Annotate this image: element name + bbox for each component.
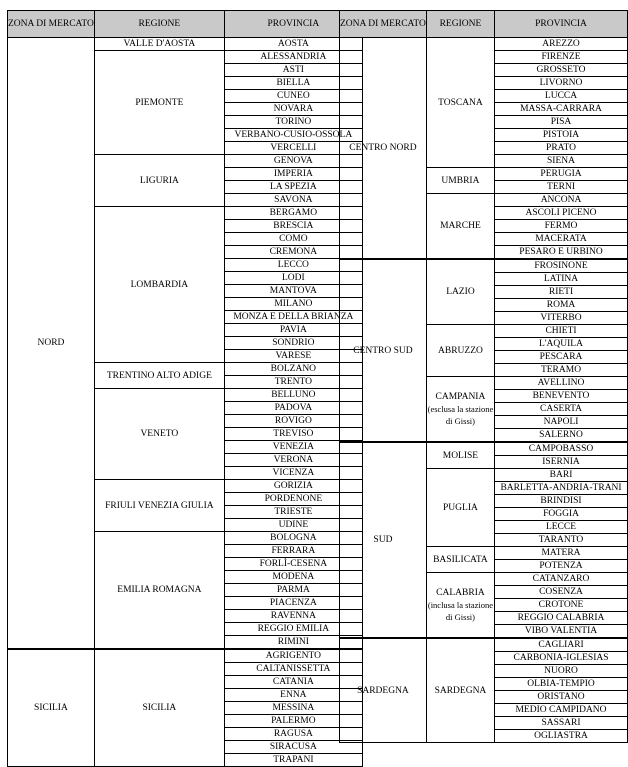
province-cell: GENOVA xyxy=(224,155,362,168)
left-market-table xyxy=(7,10,363,767)
zone-cell: SICILIA xyxy=(8,649,95,767)
region-name: VENETO xyxy=(140,429,179,439)
province-cell: PERUGIA xyxy=(495,168,628,181)
table-row xyxy=(340,638,628,652)
province-cell: MODENA xyxy=(224,571,362,584)
province-cell: PALERMO xyxy=(224,715,362,728)
province-cell: AVELLINO xyxy=(495,377,628,390)
province-cell: SAVONA xyxy=(224,194,362,207)
table-row xyxy=(8,649,363,663)
province-cell: VERCELLI xyxy=(224,142,362,155)
region-cell xyxy=(426,259,494,325)
header-regione: REGIONE xyxy=(94,11,224,38)
province-cell: ROVIGO xyxy=(224,415,362,428)
header-zona: ZONA DI MERCATO xyxy=(8,11,95,38)
province-cell: FOGGIA xyxy=(495,508,628,521)
province-cell: OGLIASTRA xyxy=(495,730,628,743)
region-cell xyxy=(426,638,494,743)
region-name: VALLE D'AOSTA xyxy=(123,39,196,49)
province-cell: TRIESTE xyxy=(224,506,362,519)
province-cell: CARBONIA-IGLESIAS xyxy=(495,652,628,665)
header-provincia: PROVINCIA xyxy=(495,11,628,38)
region-name: CALABRIA xyxy=(436,588,485,598)
table-row xyxy=(8,38,363,51)
province-cell: PESARO E URBINO xyxy=(495,246,628,260)
header-regione: REGIONE xyxy=(426,11,494,38)
province-cell: TREVISO xyxy=(224,428,362,441)
region-name: PUGLIA xyxy=(443,502,478,513)
province-cell: FROSINONE xyxy=(495,259,628,273)
province-cell: MANTOVA xyxy=(224,285,362,298)
province-cell: LECCE xyxy=(495,521,628,534)
region-cell xyxy=(94,649,224,767)
region-cell xyxy=(426,38,494,168)
province-cell: VERONA xyxy=(224,454,362,467)
region-cell xyxy=(426,168,494,194)
right-market-table xyxy=(339,10,628,743)
province-cell: TERNI xyxy=(495,181,628,194)
province-cell: BRESCIA xyxy=(224,220,362,233)
province-cell: VENEZIA xyxy=(224,441,362,454)
region-cell xyxy=(426,325,494,377)
province-cell: NOVARA xyxy=(224,103,362,116)
province-cell: CAMPOBASSO xyxy=(495,442,628,456)
table-row xyxy=(340,442,628,456)
province-cell: BIELLA xyxy=(224,77,362,90)
province-cell: MASSA-CARRARA xyxy=(495,103,628,116)
region-name: MOLISE xyxy=(442,450,479,461)
province-cell: TRENTO xyxy=(224,376,362,389)
region-cell xyxy=(426,194,494,260)
province-cell: LECCO xyxy=(224,259,362,272)
table-row xyxy=(340,259,628,273)
province-cell: BOLZANO xyxy=(224,363,362,376)
province-cell: LUCCA xyxy=(495,90,628,103)
region-name: LAZIO xyxy=(446,287,475,297)
region-name: SARDEGNA xyxy=(434,685,487,696)
province-cell: RAGUSA xyxy=(224,728,362,741)
province-cell: REGGIO CALABRIA xyxy=(495,612,628,625)
province-cell: FIRENZE xyxy=(495,51,628,64)
province-cell: ROMA xyxy=(495,299,628,312)
region-cell xyxy=(94,51,224,155)
region-cell xyxy=(94,38,224,51)
province-cell: BERGAMO xyxy=(224,207,362,220)
province-cell: PADOVA xyxy=(224,402,362,415)
province-cell: REGGIO EMILIA xyxy=(224,623,362,636)
province-cell: CALTANISSETTA xyxy=(224,663,362,676)
province-cell: FERMO xyxy=(495,220,628,233)
region-name: CAMPANIA xyxy=(435,392,486,402)
province-cell: CHIETI xyxy=(495,325,628,338)
province-cell: AREZZO xyxy=(495,38,628,51)
province-cell: FERRARA xyxy=(224,545,362,558)
province-cell: L'AQUILA xyxy=(495,338,628,351)
province-cell: RIMINI xyxy=(224,636,362,650)
region-note: (esclusa la stazione di Gissi) xyxy=(427,404,494,426)
province-cell: ENNA xyxy=(224,689,362,702)
zone-cell: CENTRO NORD xyxy=(340,38,427,260)
province-cell: POTENZA xyxy=(495,560,628,573)
province-cell: LIVORNO xyxy=(495,77,628,90)
region-cell xyxy=(94,480,224,532)
zone-cell: NORD xyxy=(8,38,95,650)
region-name: UMBRIA xyxy=(441,175,480,186)
region-name: SICILIA xyxy=(142,703,177,713)
province-cell: COSENZA xyxy=(495,586,628,599)
province-cell: BARI xyxy=(495,469,628,482)
province-cell: AOSTA xyxy=(224,38,362,51)
province-cell: ASCOLI PICENO xyxy=(495,207,628,220)
province-cell: PISTOIA xyxy=(495,129,628,142)
province-cell: LODI xyxy=(224,272,362,285)
province-cell: PISA xyxy=(495,116,628,129)
zone-cell: SUD xyxy=(340,442,427,638)
province-cell: PESCARA xyxy=(495,351,628,364)
region-cell xyxy=(426,573,494,639)
left-header-row xyxy=(8,11,363,38)
province-cell: TARANTO xyxy=(495,534,628,547)
province-cell: BELLUNO xyxy=(224,389,362,402)
province-cell: VARESE xyxy=(224,350,362,363)
region-cell xyxy=(94,389,224,480)
province-cell: CAGLIARI xyxy=(495,638,628,652)
region-name: LOMBARDIA xyxy=(130,279,189,290)
header-zona: ZONA DI MERCATO xyxy=(340,11,427,38)
region-name: ABRUZZO xyxy=(438,345,483,356)
region-name: TOSCANA xyxy=(438,97,483,108)
province-cell: ORISTANO xyxy=(495,691,628,704)
region-cell xyxy=(94,155,224,207)
region-note: (inclusa la stazione di Gissi) xyxy=(427,600,493,622)
province-cell: TRAPANI xyxy=(224,754,362,767)
province-cell: MATERA xyxy=(495,547,628,560)
province-cell: GORIZIA xyxy=(224,480,362,493)
zone-cell: SARDEGNA xyxy=(340,638,427,743)
province-cell: MILANO xyxy=(224,298,362,311)
province-cell: ALESSANDRIA xyxy=(224,51,362,64)
province-cell: VICENZA xyxy=(224,467,362,480)
region-cell xyxy=(426,442,494,469)
region-cell xyxy=(426,547,494,573)
province-cell: SASSARI xyxy=(495,717,628,730)
province-cell: VERBANO-CUSIO-OSSOLA xyxy=(224,129,362,142)
province-cell: PORDENONE xyxy=(224,493,362,506)
province-cell: LATINA xyxy=(495,273,628,286)
region-name: PIEMONTE xyxy=(135,97,184,108)
zone-cell: CENTRO SUD xyxy=(340,259,427,442)
province-cell: ANCONA xyxy=(495,194,628,207)
region-cell xyxy=(94,363,224,389)
region-name: TRENTINO ALTO ADIGE xyxy=(106,370,212,381)
region-name: FRIULI VENEZIA GIULIA xyxy=(105,500,214,511)
region-cell xyxy=(426,377,494,443)
province-cell: SALERNO xyxy=(495,429,628,443)
province-cell: MACERATA xyxy=(495,233,628,246)
right-header-row xyxy=(340,11,628,38)
province-cell: VITERBO xyxy=(495,312,628,325)
province-cell: CATANZARO xyxy=(495,573,628,586)
region-cell xyxy=(426,469,494,547)
province-cell: PRATO xyxy=(495,142,628,155)
region-name: MARCHE xyxy=(440,221,481,231)
province-cell: TORINO xyxy=(224,116,362,129)
province-cell: MESSINA xyxy=(224,702,362,715)
province-cell: NAPOLI xyxy=(495,416,628,429)
region-name: LIGURIA xyxy=(139,175,179,186)
province-cell: LA SPEZIA xyxy=(224,181,362,194)
table-row xyxy=(340,38,628,51)
province-cell: OLBIA-TEMPIO xyxy=(495,678,628,691)
province-cell: COMO xyxy=(224,233,362,246)
region-name: EMILIA ROMAGNA xyxy=(117,585,202,595)
region-cell xyxy=(94,207,224,363)
province-cell: NUORO xyxy=(495,665,628,678)
province-cell: MEDIO CAMPIDANO xyxy=(495,704,628,717)
province-cell: CUNEO xyxy=(224,90,362,103)
province-cell: TERAMO xyxy=(495,364,628,377)
region-name: BASILICATA xyxy=(433,554,488,565)
province-cell: UDINE xyxy=(224,519,362,532)
province-cell: VIBO VALENTIA xyxy=(495,625,628,639)
province-cell: RIETI xyxy=(495,286,628,299)
province-cell: CATANIA xyxy=(224,676,362,689)
province-cell: CREMONA xyxy=(224,246,362,259)
province-cell: MONZA E DELLA BRIANZA xyxy=(224,311,362,324)
province-cell: IMPERIA xyxy=(224,168,362,181)
province-cell: FORLÌ-CESENA xyxy=(224,558,362,571)
region-cell xyxy=(94,532,224,650)
province-cell: PAVIA xyxy=(224,324,362,337)
province-cell: ASTI xyxy=(224,64,362,77)
province-cell: AGRIGENTO xyxy=(224,649,362,663)
province-cell: SONDRIO xyxy=(224,337,362,350)
province-cell: SIENA xyxy=(495,155,628,168)
province-cell: PIACENZA xyxy=(224,597,362,610)
province-cell: RAVENNA xyxy=(224,610,362,623)
province-cell: ISERNIA xyxy=(495,456,628,469)
province-cell: SIRACUSA xyxy=(224,741,362,754)
province-cell: CROTONE xyxy=(495,599,628,612)
province-cell: CASERTA xyxy=(495,403,628,416)
header-provincia: PROVINCIA xyxy=(224,11,362,38)
province-cell: BRINDISI xyxy=(495,495,628,508)
province-cell: BENEVENTO xyxy=(495,390,628,403)
province-cell: BARLETTA-ANDRIA-TRANI xyxy=(495,482,628,495)
province-cell: BOLOGNA xyxy=(224,532,362,545)
province-cell: GROSSETO xyxy=(495,64,628,77)
province-cell: PARMA xyxy=(224,584,362,597)
